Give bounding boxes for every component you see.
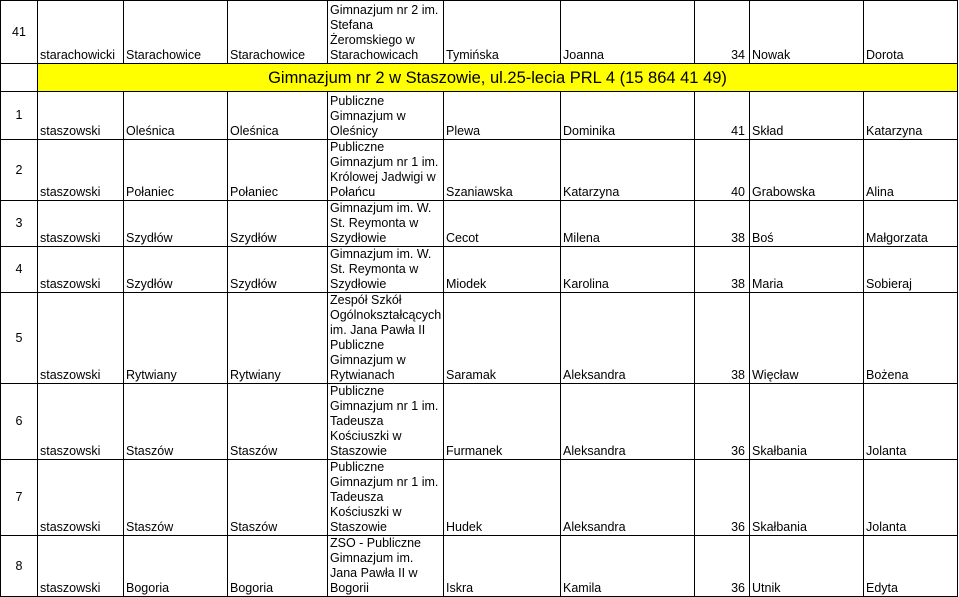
cell-punkty[interactable]: 34	[695, 1, 750, 64]
cell-punkty[interactable]: 41	[695, 92, 750, 140]
cell-nazwisko[interactable]: Szaniawska	[444, 140, 561, 201]
table-row	[1, 1, 958, 64]
cell-nauczyciel-nazwisko[interactable]: Boś	[750, 201, 864, 247]
cell-lp[interactable]: 2	[1, 140, 38, 201]
cell-imie[interactable]: Dominika	[561, 92, 695, 140]
cell-szkola[interactable]: Publiczne Gimnazjum w Oleśnicy	[328, 92, 444, 140]
table-row	[1, 247, 958, 293]
cell-gmina[interactable]: Szydłów	[124, 247, 228, 293]
cell-miejscowosc[interactable]: Staszów	[228, 460, 328, 536]
cell-miejscowosc[interactable]: Rytwiany	[228, 293, 328, 384]
cell-nazwisko[interactable]: Tymińska	[444, 1, 561, 64]
cell-nauczyciel-nazwisko[interactable]: Skład	[750, 92, 864, 140]
cell-nazwisko[interactable]: Furmanek	[444, 384, 561, 460]
cell-nauczyciel-nazwisko[interactable]: Skałbania	[750, 384, 864, 460]
cell-miejscowosc[interactable]: Staszów	[228, 384, 328, 460]
cell-szkola[interactable]: Gimnazjum im. W. St. Reymonta w Szydłowie	[328, 201, 444, 247]
cell-punkty[interactable]: 40	[695, 140, 750, 201]
cell-gmina[interactable]: Starachowice	[124, 1, 228, 64]
cell-lp[interactable]: 4	[1, 247, 38, 293]
cell-powiat[interactable]: staszowski	[38, 140, 124, 201]
cell-szkola[interactable]: Zespół Szkół Ogólnokształcących im. Jana Pawła II Publiczne Gimnazjum w Rytwianach	[328, 293, 444, 384]
cell-punkty[interactable]: 36	[695, 384, 750, 460]
cell-nauczyciel-imie[interactable]: Edyta	[864, 536, 958, 597]
banner-blank-cell[interactable]	[1, 64, 38, 92]
cell-gmina[interactable]: Oleśnica	[124, 92, 228, 140]
cell-miejscowosc[interactable]: Starachowice	[228, 1, 328, 64]
cell-powiat[interactable]: staszowski	[38, 536, 124, 597]
cell-imie[interactable]: Karolina	[561, 247, 695, 293]
cell-nauczyciel-nazwisko[interactable]: Skałbania	[750, 460, 864, 536]
cell-imie[interactable]: Aleksandra	[561, 384, 695, 460]
cell-szkola[interactable]: Publiczne Gimnazjum nr 1 im. Królowej Jadwigi w Połańcu	[328, 140, 444, 201]
cell-gmina[interactable]: Staszów	[124, 384, 228, 460]
cell-nauczyciel-imie[interactable]: Alina	[864, 140, 958, 201]
cell-szkola[interactable]: ZSO - Publiczne Gimnazjum im. Jana Pawła II w Bogorii	[328, 536, 444, 597]
cell-nauczyciel-imie[interactable]: Małgorzata	[864, 201, 958, 247]
cell-imie[interactable]: Aleksandra	[561, 460, 695, 536]
cell-szkola[interactable]: Gimnazjum im. W. St. Reymonta w Szydłowie	[328, 247, 444, 293]
table-row	[1, 536, 958, 597]
cell-powiat[interactable]: staszowski	[38, 460, 124, 536]
cell-powiat[interactable]: staszowski	[38, 384, 124, 460]
cell-miejscowosc[interactable]: Połaniec	[228, 140, 328, 201]
cell-nauczyciel-nazwisko[interactable]: Więcław	[750, 293, 864, 384]
cell-powiat[interactable]: staszowski	[38, 201, 124, 247]
cell-punkty[interactable]: 38	[695, 247, 750, 293]
cell-powiat[interactable]: staszowski	[38, 293, 124, 384]
cell-gmina[interactable]: Bogoria	[124, 536, 228, 597]
table-row	[1, 140, 958, 201]
table-row	[1, 201, 958, 247]
cell-lp[interactable]: 1	[1, 92, 38, 140]
cell-imie[interactable]: Aleksandra	[561, 293, 695, 384]
cell-lp[interactable]: 3	[1, 201, 38, 247]
cell-nazwisko[interactable]: Hudek	[444, 460, 561, 536]
cell-nauczyciel-imie[interactable]: Dorota	[864, 1, 958, 64]
cell-miejscowosc[interactable]: Bogoria	[228, 536, 328, 597]
cell-lp[interactable]: 5	[1, 293, 38, 384]
cell-miejscowosc[interactable]: Oleśnica	[228, 92, 328, 140]
cell-gmina[interactable]: Staszów	[124, 460, 228, 536]
table-row	[1, 384, 958, 460]
table-row	[1, 293, 958, 384]
cell-nauczyciel-imie[interactable]: Katarzyna	[864, 92, 958, 140]
cell-nauczyciel-imie[interactable]: Jolanta	[864, 384, 958, 460]
cell-nazwisko[interactable]: Iskra	[444, 536, 561, 597]
cell-nauczyciel-nazwisko[interactable]: Nowak	[750, 1, 864, 64]
table-row	[1, 460, 958, 536]
cell-punkty[interactable]: 36	[695, 536, 750, 597]
cell-nazwisko[interactable]: Saramak	[444, 293, 561, 384]
cell-miejscowosc[interactable]: Szydłów	[228, 247, 328, 293]
cell-gmina[interactable]: Rytwiany	[124, 293, 228, 384]
cell-nazwisko[interactable]: Cecot	[444, 201, 561, 247]
cell-szkola[interactable]: Publiczne Gimnazjum nr 1 im. Tadeusza Kościuszki w Staszowie	[328, 384, 444, 460]
school-banner-row	[1, 64, 958, 92]
cell-punkty[interactable]: 36	[695, 460, 750, 536]
cell-lp[interactable]: 6	[1, 384, 38, 460]
cell-imie[interactable]: Milena	[561, 201, 695, 247]
cell-gmina[interactable]: Połaniec	[124, 140, 228, 201]
cell-punkty[interactable]: 38	[695, 293, 750, 384]
cell-nauczyciel-imie[interactable]: Sobieraj	[864, 247, 958, 293]
cell-powiat[interactable]: starachowicki	[38, 1, 124, 64]
cell-nauczyciel-nazwisko[interactable]: Maria	[750, 247, 864, 293]
cell-imie[interactable]: Joanna	[561, 1, 695, 64]
cell-gmina[interactable]: Szydłów	[124, 201, 228, 247]
cell-nauczyciel-nazwisko[interactable]: Utnik	[750, 536, 864, 597]
cell-lp[interactable]: 41	[1, 1, 38, 64]
cell-imie[interactable]: Kamila	[561, 536, 695, 597]
cell-lp[interactable]: 7	[1, 460, 38, 536]
cell-powiat[interactable]: staszowski	[38, 247, 124, 293]
cell-szkola[interactable]: Publiczne Gimnazjum nr 1 im. Tadeusza Kościuszki w Staszowie	[328, 460, 444, 536]
cell-nazwisko[interactable]: Plewa	[444, 92, 561, 140]
cell-nazwisko[interactable]: Miodek	[444, 247, 561, 293]
school-banner[interactable]: Gimnazjum nr 2 w Staszowie, ul.25-lecia PRL 4 (15 864 41 49)	[38, 64, 958, 92]
cell-powiat[interactable]: staszowski	[38, 92, 124, 140]
cell-lp[interactable]: 8	[1, 536, 38, 597]
cell-szkola[interactable]: Gimnazjum nr 2 im. Stefana Żeromskiego w Starachowicach	[328, 1, 444, 64]
table-row	[1, 92, 958, 140]
cell-nauczyciel-imie[interactable]: Jolanta	[864, 460, 958, 536]
cell-nauczyciel-nazwisko[interactable]: Grabowska	[750, 140, 864, 201]
cell-miejscowosc[interactable]: Szydłów	[228, 201, 328, 247]
cell-punkty[interactable]: 38	[695, 201, 750, 247]
cell-imie[interactable]: Katarzyna	[561, 140, 695, 201]
cell-nauczyciel-imie[interactable]: Bożena	[864, 293, 958, 384]
